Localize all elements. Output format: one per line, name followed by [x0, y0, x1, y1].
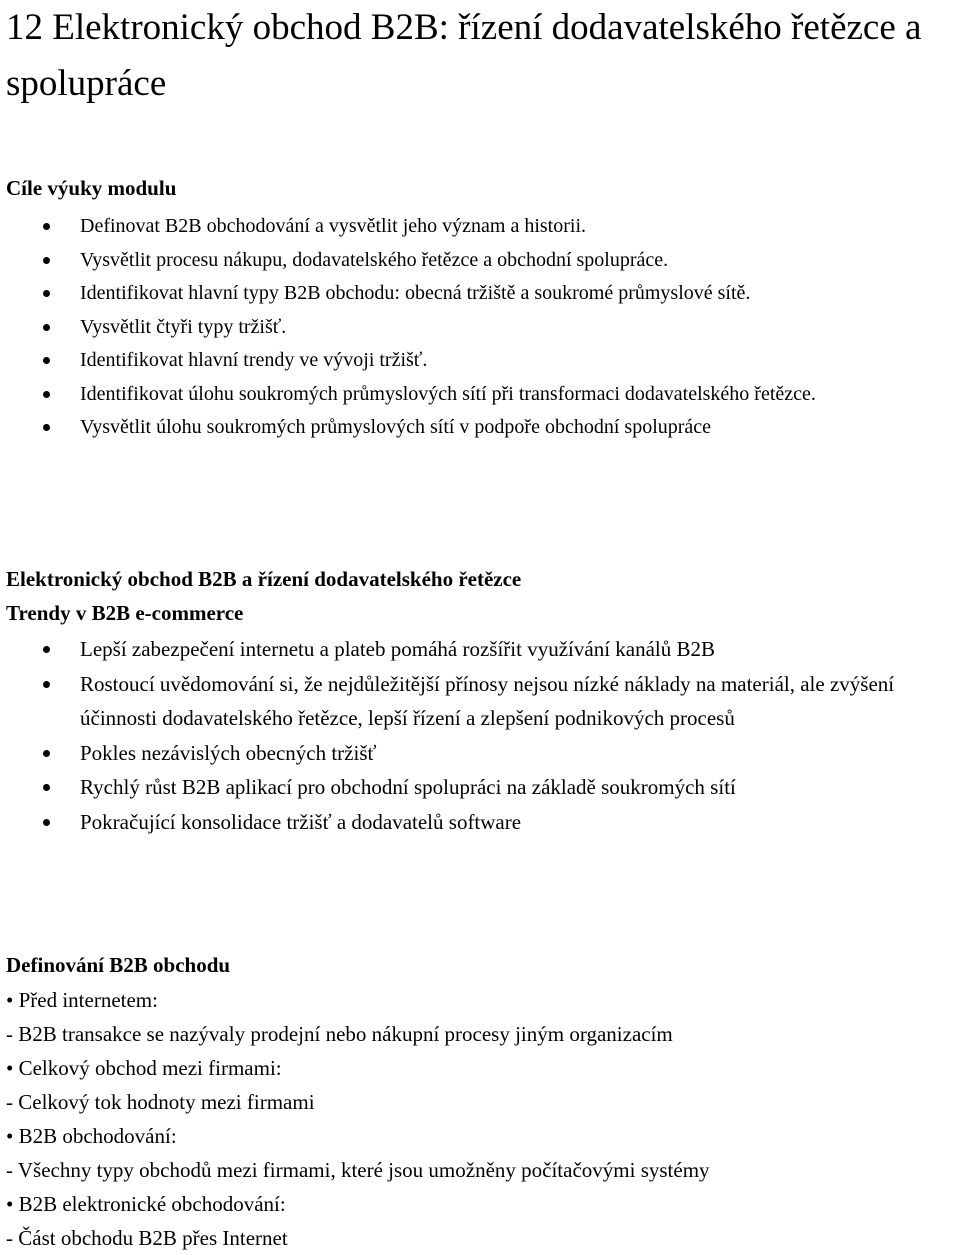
objectives-list — [0, 210, 955, 445]
list-item: Rychlý růst B2B aplikací pro obchodní spolupráci na základě soukromých sítí — [0, 770, 955, 805]
list-item: Rostoucí uvědomování si, že nejdůležitější přínosy nejsou nízké náklady na materiál, ale zvýšení účinnosti dodavatelského řetězce, lepší řízení a zlepšení podnikových procesů — [0, 667, 955, 736]
definition-line: - Část obchodu B2B přes Internet — [6, 1226, 288, 1250]
list-item: Lepší zabezpečení internetu a plateb pomáhá rozšířit využívání kanálů B2B — [0, 632, 955, 667]
definition-heading: Definování B2B obchodu — [6, 953, 231, 977]
objectives-heading: Cíle výuky modulu — [6, 176, 177, 200]
definition-line: - Všechny typy obchodů mezi firmami, které jsou umožněny počítačovými systémy — [6, 1158, 710, 1182]
list-item: Identifikovat hlavní typy B2B obchodu: obecná tržiště a soukromé průmyslové sítě. — [0, 277, 955, 311]
list-item: Vysvětlit procesu nákupu, dodavatelského řetězce a obchodní spolupráce. — [0, 244, 955, 278]
definition-line: • B2B elektronické obchodování: — [6, 1192, 286, 1216]
list-item: Identifikovat hlavní trendy ve vývoji tržišť. — [0, 344, 955, 378]
list-item: Pokračující konsolidace tržišť a dodavatelů software — [0, 805, 955, 840]
list-item: Vysvětlit čtyři typy tržišť. — [0, 311, 955, 345]
definition-line: - B2B transakce se nazývaly prodejní nebo nákupní procesy jiným organizacím — [6, 1022, 673, 1046]
list-item: Pokles nezávislých obecných tržišť — [0, 736, 955, 771]
page-title: 12 Elektronický obchod B2B: řízení dodavatelského řetězce a spolupráce — [6, 7, 922, 104]
definition-line: - Celkový tok hodnoty mezi firmami — [6, 1090, 315, 1114]
list-item: Vysvětlit úlohu soukromých průmyslových sítí v podpoře obchodní spolupráce — [0, 411, 955, 445]
definition-line: • Před internetem: — [6, 988, 158, 1012]
list-item: Definovat B2B obchodování a vysvětlit jeho význam a historii. — [0, 210, 955, 244]
definition-line: • Celkový obchod mezi firmami: — [6, 1056, 282, 1080]
definition-line: • B2B obchodování: — [6, 1124, 177, 1148]
list-item: Identifikovat úlohu soukromých průmyslových sítí při transformaci dodavatelského řetězce. — [0, 378, 955, 412]
definition-list — [6, 983, 710, 1255]
section-heading-b2b-scm: Elektronický obchod B2B a řízení dodavatelského řetězce — [6, 567, 522, 591]
trends-list — [0, 632, 955, 839]
trends-heading: Trendy v B2B e-commerce — [6, 601, 244, 625]
